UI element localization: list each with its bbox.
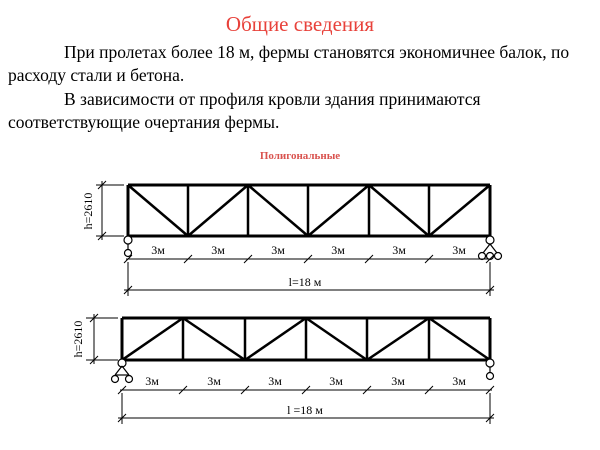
panel-label: 3м: [392, 243, 406, 257]
diagonal-member: [429, 185, 490, 236]
diagonal-member: [308, 185, 369, 236]
support-left-pinned: [112, 359, 133, 383]
panel-label: 3м: [207, 374, 221, 388]
height-label-top: h=2610: [81, 192, 95, 230]
truss-top: [81, 181, 502, 296]
diagonal-member: [122, 318, 183, 360]
panel-label: 3м: [331, 243, 345, 257]
diagonal-member: [369, 185, 429, 236]
panel-label: 3м: [151, 243, 165, 257]
truss-top-verticals: [188, 185, 429, 236]
diagonal-member: [248, 185, 308, 236]
height-label-bottom: h=2610: [71, 320, 85, 358]
diagonal-member: [188, 185, 248, 236]
panel-label: 3м: [452, 243, 466, 257]
diagonal-member: [429, 318, 490, 360]
panel-labels-bottom: [145, 374, 466, 388]
panel-labels-top: [151, 243, 466, 257]
panel-label: 3м: [268, 374, 282, 388]
height-dimension-top: [96, 181, 124, 240]
span-label-top: l=18 м: [288, 275, 322, 289]
diagonal-member: [245, 318, 306, 360]
paragraph-spans-text: При пролетах более 18 м, фермы становятся экономичнее балок, по расходу стали и бетона.: [8, 42, 570, 85]
span-label-bottom: l =18 м: [287, 403, 323, 417]
diagonal-member: [128, 185, 188, 236]
panel-dimension-top: [124, 255, 494, 263]
truss-bottom: [71, 314, 494, 424]
panel-label: 3м: [271, 243, 285, 257]
panel-label: 3м: [329, 374, 343, 388]
truss-bottom-verticals: [183, 318, 429, 360]
panel-dimension-bottom: [118, 386, 494, 394]
panel-label: 3м: [211, 243, 225, 257]
diagonal-member: [306, 318, 367, 360]
diagonal-member: [183, 318, 245, 360]
paragraph-roof-profile-text: В зависимости от профиля кровли здания принимаются соответствующие очертания фермы.: [8, 89, 481, 132]
panel-label: 3м: [145, 374, 159, 388]
support-right-pinned: [479, 236, 502, 260]
diagonal-member: [367, 318, 429, 360]
support-left-roller: [124, 236, 132, 257]
diagram-subtitle: Полигональные: [259, 150, 341, 162]
slide-title: Общие сведения: [225, 12, 375, 36]
panel-label: 3м: [391, 374, 405, 388]
height-dimension-bottom: [86, 314, 118, 364]
panel-label: 3м: [452, 374, 466, 388]
support-right-roller: [486, 359, 494, 380]
